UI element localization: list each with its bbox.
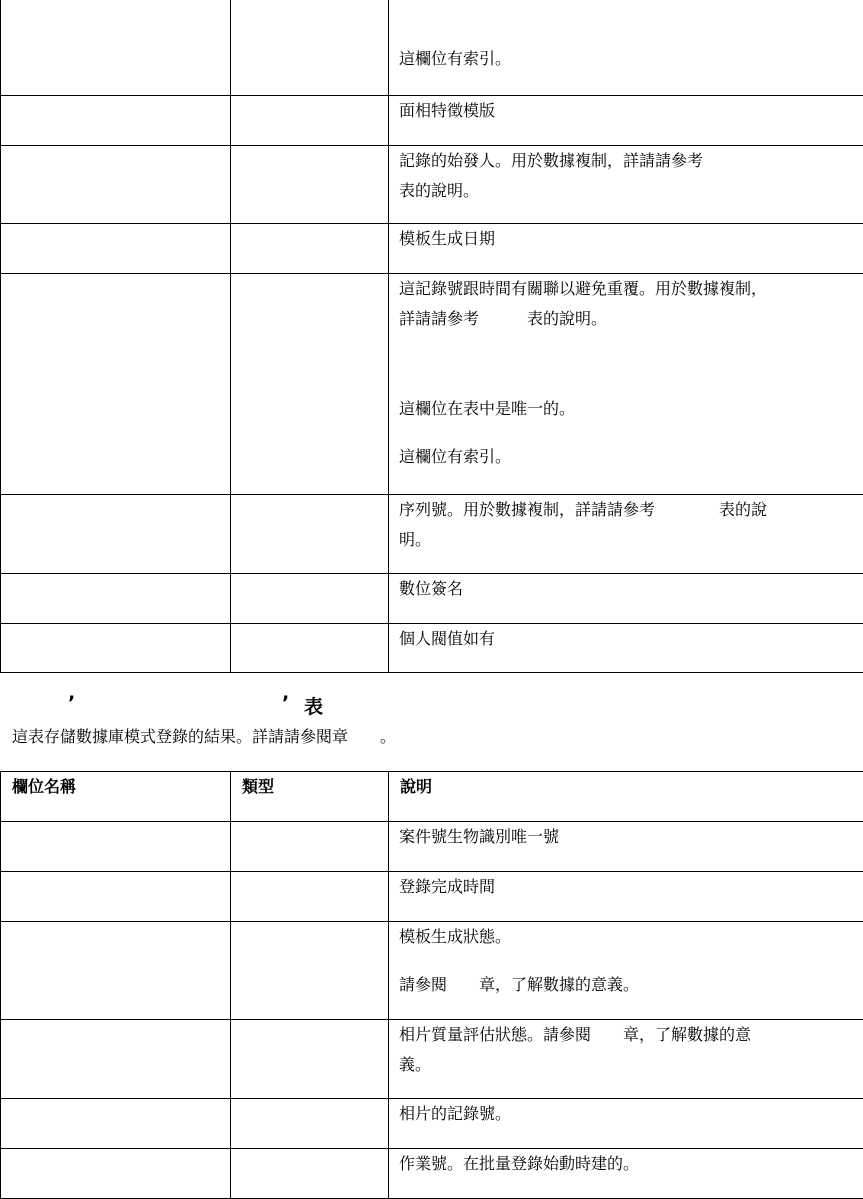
section-heading xyxy=(0,690,863,722)
field-name-cell xyxy=(1,274,231,495)
header-type: 類型 xyxy=(231,772,389,822)
header-description: 說明 xyxy=(389,772,863,822)
desc-line: 這欄位有索引。 xyxy=(399,44,843,74)
field-name-cell xyxy=(1,224,231,274)
field-desc-cell xyxy=(389,146,863,224)
desc-line: 模板生成狀態。 xyxy=(399,922,843,952)
desc-line: 作業號。在批量登錄始動時建的。 xyxy=(399,1149,843,1179)
desc-line: 詳請請參考 表的說明。 xyxy=(399,304,843,334)
field-type-cell xyxy=(231,822,389,872)
field-desc-cell xyxy=(389,624,863,673)
table-row xyxy=(1,1099,863,1149)
field-type-cell xyxy=(231,574,389,624)
desc-line: 義。 xyxy=(399,1050,843,1080)
field-name-cell xyxy=(1,146,231,224)
table-row xyxy=(1,922,863,1020)
field-desc-cell xyxy=(389,1099,863,1149)
field-type-cell xyxy=(231,922,389,1020)
desc-line: 個人閥值如有 xyxy=(399,624,843,654)
field-type-cell xyxy=(231,274,389,495)
field-desc-cell xyxy=(389,1020,863,1099)
desc-line: 這欄位有索引。 xyxy=(399,442,843,472)
field-name-cell xyxy=(1,624,231,673)
field-desc-cell xyxy=(389,224,863,274)
desc-line: 登錄完成時間 xyxy=(399,872,843,902)
header-field-name: 欄位名稱 xyxy=(1,772,231,822)
desc-line: 記錄的始發人。用於數據複制，詳請請參考 xyxy=(399,146,843,176)
field-desc-cell xyxy=(389,96,863,146)
desc-line: 表的說明。 xyxy=(399,176,843,206)
table-row xyxy=(1,1020,863,1099)
desc-line: 這記錄號跟時間有關聯以避免重覆。用於數據複制， xyxy=(399,274,843,304)
table-row xyxy=(1,495,863,574)
table-row xyxy=(1,224,863,274)
table-header-row xyxy=(1,772,863,822)
field-name-cell xyxy=(1,0,231,96)
field-type-cell xyxy=(231,1149,389,1199)
table-row xyxy=(1,146,863,224)
field-table xyxy=(0,771,863,1199)
desc-line: 模板生成日期 xyxy=(399,224,843,254)
field-name-cell xyxy=(1,922,231,1020)
field-type-cell xyxy=(231,1020,389,1099)
field-desc-cell xyxy=(389,0,863,96)
field-desc-cell xyxy=(389,495,863,574)
field-name-cell xyxy=(1,822,231,872)
heading-quote-open: ’ xyxy=(68,692,75,714)
desc-spacer xyxy=(399,334,843,394)
field-desc-cell xyxy=(389,822,863,872)
field-name-cell xyxy=(1,96,231,146)
section-intro: 這表存儲數據庫模式登錄的結果。詳請請參閱章 。 xyxy=(12,724,396,750)
field-type-cell xyxy=(231,224,389,274)
field-desc-cell xyxy=(389,872,863,922)
desc-line: 相片質量評估狀態。請參閱 章，了解數據的意 xyxy=(399,1020,843,1050)
field-type-cell xyxy=(231,96,389,146)
field-desc-cell xyxy=(389,574,863,624)
desc-line: 案件號生物識別唯一號 xyxy=(399,822,843,852)
desc-line: 明。 xyxy=(399,525,843,555)
desc-line: 序列號。用於數據複制，詳請請參考 表的說 xyxy=(399,495,843,525)
field-type-cell xyxy=(231,146,389,224)
field-name-cell xyxy=(1,1149,231,1199)
desc-line: 請參閱 章，了解數據的意義。 xyxy=(399,970,843,1000)
field-name-cell xyxy=(1,495,231,574)
field-type-cell xyxy=(231,1099,389,1149)
field-desc-cell xyxy=(389,922,863,1020)
desc-line: 這欄位在表中是唯一的。 xyxy=(399,394,843,424)
field-type-cell xyxy=(231,0,389,96)
table-row xyxy=(1,274,863,495)
table-row xyxy=(1,872,863,922)
table-row xyxy=(1,822,863,872)
heading-title-suffix: 表 xyxy=(304,692,323,719)
desc-line: 相片的記錄號。 xyxy=(399,1099,843,1129)
heading-quote-close: ’ xyxy=(282,692,289,714)
table-row xyxy=(1,1149,863,1199)
desc-line: 數位簽名 xyxy=(399,574,843,604)
field-type-cell xyxy=(231,872,389,922)
table-row xyxy=(1,0,863,96)
table-row xyxy=(1,574,863,624)
field-type-cell xyxy=(231,624,389,673)
field-desc-cell xyxy=(389,274,863,495)
field-name-cell xyxy=(1,1099,231,1149)
table-row xyxy=(1,624,863,673)
field-name-cell xyxy=(1,574,231,624)
field-name-cell xyxy=(1,872,231,922)
table-row xyxy=(1,96,863,146)
field-type-cell xyxy=(231,495,389,574)
field-desc-cell xyxy=(389,1149,863,1199)
field-name-cell xyxy=(1,1020,231,1099)
desc-line: 面相特徵模版 xyxy=(399,96,843,126)
